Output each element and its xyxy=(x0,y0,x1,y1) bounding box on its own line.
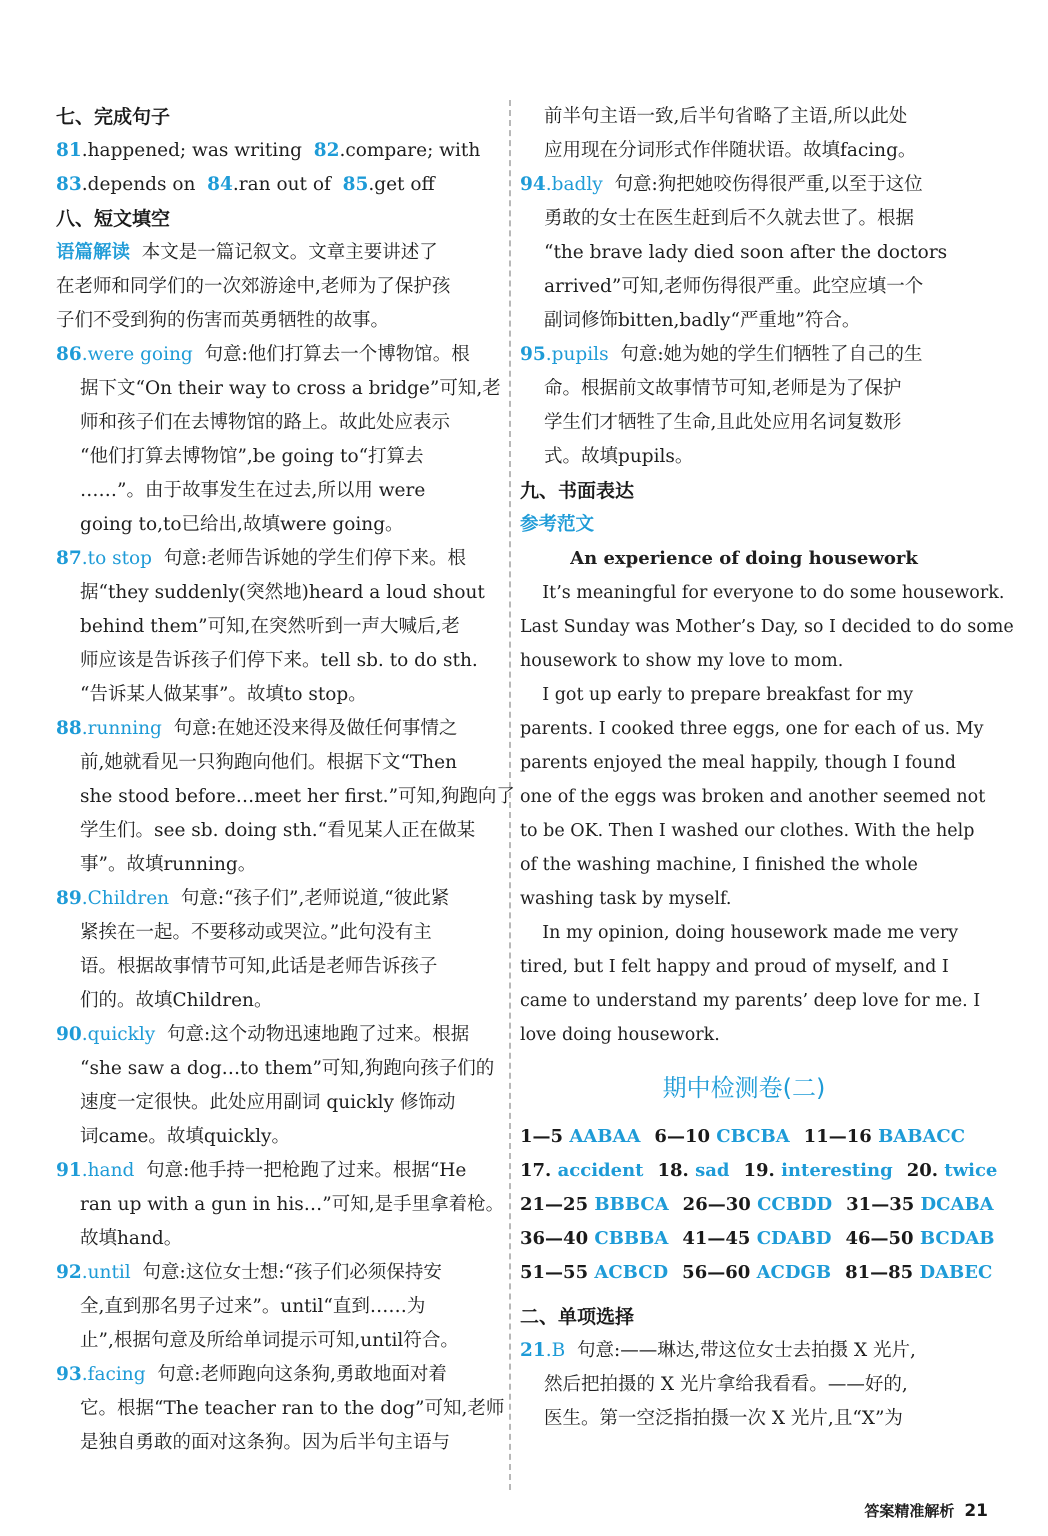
text-span: 句意:这位女士想:“孩子们必须保持安 xyxy=(130,1262,442,1283)
text-span: .depends on xyxy=(81,174,208,195)
text-span: .ran out of xyxy=(232,174,343,195)
answer-value: accident xyxy=(557,1160,644,1181)
text-line xyxy=(520,270,968,304)
answer-value: BCDAB xyxy=(919,1228,995,1249)
answer-range: 11—16 xyxy=(803,1126,872,1147)
text-line xyxy=(56,678,498,712)
essay-line: housework to show my love to mom. xyxy=(520,651,844,671)
text-span: 然后把拍摄的 X 光片拿给我看看。——好的, xyxy=(544,1374,908,1395)
question-number: 83 xyxy=(56,174,82,195)
text-line xyxy=(56,338,498,372)
essay-line: came to understand my parents’ deep love for me. I xyxy=(520,991,981,1011)
answer-key-item xyxy=(657,1160,729,1181)
text-span: going to,to已给出,故填were going。 xyxy=(80,514,404,535)
text-line xyxy=(520,406,968,440)
text-span: 副词修饰bitten,badly“严重地”符合。 xyxy=(544,310,861,331)
text-line xyxy=(520,338,968,372)
text-line xyxy=(56,372,501,406)
answer-key-item xyxy=(654,1126,789,1147)
text-line xyxy=(56,134,498,168)
answer-key-item xyxy=(520,1228,668,1249)
text-line xyxy=(520,1368,968,1402)
essay-line: love doing housework. xyxy=(520,1025,720,1045)
answer-value: DCABA xyxy=(920,1194,994,1215)
answer-key-item xyxy=(682,1262,831,1283)
label-tag: 参考范文 xyxy=(520,514,595,535)
text-span: “the brave lady died soon after the doctors xyxy=(544,242,948,263)
text-line xyxy=(56,1256,498,1290)
answer-text: .to stop xyxy=(81,548,152,569)
right-answers-block xyxy=(520,100,968,542)
answer-text: .Children xyxy=(81,888,170,909)
answer-range: 41—45 xyxy=(682,1228,751,1249)
text-span: .compare; with xyxy=(339,140,481,161)
essay-line: I got up early to prepare breakfast for my xyxy=(520,685,914,705)
text-line xyxy=(56,644,498,678)
text-span: 本文是一篇记叙文。文章主要讲述了 xyxy=(130,242,438,263)
question-number: 84 xyxy=(207,174,233,195)
text-span: 医生。第一空泛指拍摄一次 X 光片,且“X”为 xyxy=(544,1408,903,1429)
text-span: 句意:老师跑向这条狗,勇敢地面对着 xyxy=(145,1364,447,1385)
answer-range: 18. xyxy=(657,1160,689,1181)
text-line xyxy=(56,406,498,440)
answer-value: interesting xyxy=(781,1160,893,1181)
question-number: 89 xyxy=(56,888,82,909)
essay-body xyxy=(520,576,1014,1052)
answer-key-item xyxy=(845,1228,994,1249)
answer-range: 56—60 xyxy=(682,1262,751,1283)
question-number: 87 xyxy=(56,548,82,569)
text-span: 式。故填pupils。 xyxy=(544,446,694,467)
text-span: 学生们。see sb. doing sth.“看见某人正在做某 xyxy=(80,820,476,841)
text-line xyxy=(56,1120,498,1154)
answer-range: 20. xyxy=(906,1160,939,1181)
answer-range: 21—25 xyxy=(520,1194,589,1215)
answer-value: CBCBA xyxy=(716,1126,790,1147)
text-line xyxy=(56,1018,498,1052)
essay-line: It’s meaningful for everyone to do some housework. xyxy=(520,583,1005,603)
left-column xyxy=(56,100,515,1460)
answer-value: BABACC xyxy=(878,1126,966,1147)
answer-key-item xyxy=(743,1160,892,1181)
text-line xyxy=(56,1392,505,1426)
text-span: “告诉某人做某事”。故填to stop。 xyxy=(80,684,367,705)
question-number: 94 xyxy=(520,174,546,195)
answer-range: 51—55 xyxy=(520,1262,589,1283)
text-line xyxy=(520,372,968,406)
question-number: 91 xyxy=(56,1160,82,1181)
text-span: 应用现在分词形式作伴随状语。故填facing。 xyxy=(544,140,917,161)
text-line xyxy=(56,440,498,474)
answer-range: 26—30 xyxy=(682,1194,751,1215)
answer-text: .pupils xyxy=(545,344,609,365)
text-line xyxy=(56,236,498,270)
answer-value: sad xyxy=(695,1160,730,1181)
question-number: 82 xyxy=(313,140,340,161)
answer-value: twice xyxy=(944,1160,998,1181)
answer-value: BBBCA xyxy=(594,1194,669,1215)
answer-value: CDABD xyxy=(756,1228,832,1249)
essay-line: tired, but I felt happy and proud of myself, and I xyxy=(520,957,949,977)
text-line xyxy=(520,134,968,168)
text-span: 事”。故填running。 xyxy=(80,854,257,875)
text-line xyxy=(56,916,498,950)
text-span: 句意:老师告诉她的学生们停下来。根 xyxy=(152,548,466,569)
essay-title: An experience of doing housework xyxy=(570,548,918,569)
text-line xyxy=(56,848,498,882)
answer-range: 36—40 xyxy=(520,1228,589,1249)
answer-text: .quickly xyxy=(81,1024,156,1045)
essay-line: Last Sunday was Mother’s Day, so I decided to do some xyxy=(520,617,1014,637)
text-span: 前半句主语一致,后半句省略了主语,所以此处 xyxy=(544,106,908,127)
text-line xyxy=(520,1402,968,1436)
text-line xyxy=(56,1290,498,1324)
page-number: 21 xyxy=(964,1501,988,1521)
text-span: .get off xyxy=(368,174,435,195)
answer-key-item xyxy=(846,1194,993,1215)
answer-range: 19. xyxy=(743,1160,775,1181)
answer-range: 1—5 xyxy=(520,1126,564,1147)
question-number: 21 xyxy=(520,1340,546,1361)
answer-value: CCBDD xyxy=(757,1194,833,1215)
answer-key-row xyxy=(520,1120,968,1154)
text-line xyxy=(520,440,968,474)
page-footer xyxy=(864,1500,988,1521)
test-title: 期中检测卷(二) xyxy=(662,1074,826,1102)
text-span: 勇敢的女士在医生赶到后不久就去世了。根据 xyxy=(544,208,915,229)
text-span: 据下文“On their way to cross a bridge”可知,老 xyxy=(80,378,501,399)
text-span: 据“they suddenly(突然地)heard a loud shout xyxy=(80,582,485,603)
text-span: “他们打算去博物馆”,be going to“打算去 xyxy=(80,446,424,467)
section-heading: 八、短文填空 xyxy=(56,208,171,230)
text-span: 紧挨在一起。不要移动或哭泣。”此句没有主 xyxy=(80,922,432,943)
right-column xyxy=(520,100,1014,1436)
text-line xyxy=(56,984,498,1018)
answer-value: ACBCD xyxy=(594,1262,669,1283)
text-span: 它。根据“The teacher ran to the dog”可知,老师 xyxy=(80,1398,505,1419)
label-tag: 语篇解读 xyxy=(56,242,131,263)
text-span: she stood before…meet her first.”可知,狗跑向了 xyxy=(80,786,515,807)
text-span: 句意:他手持一把枪跑了过来。根据“He xyxy=(134,1160,467,1181)
text-span: 是独自勇敢的面对这条狗。因为后半句主语与 xyxy=(80,1432,451,1453)
text-line xyxy=(56,168,498,202)
text-span: 速度一定很快。此处应用副词 quickly 修饰动 xyxy=(80,1092,456,1113)
answer-range: 17. xyxy=(520,1160,552,1181)
section-heading: 九、书面表达 xyxy=(520,480,635,502)
text-span: behind them”可知,在突然听到一声大喊后,老 xyxy=(80,616,460,637)
answer-value: CBBBA xyxy=(594,1228,669,1249)
question-number: 86 xyxy=(56,344,82,365)
text-line xyxy=(56,1086,498,1120)
text-span: 词came。故填quickly。 xyxy=(80,1126,290,1147)
section-heading: 七、完成句子 xyxy=(56,106,171,128)
text-span: 语。根据故事情节可知,此话是老师告诉孩子 xyxy=(80,956,438,977)
answer-key-item xyxy=(520,1194,669,1215)
text-line xyxy=(56,950,498,984)
text-line xyxy=(520,168,968,202)
text-span: 句意:——琳达,带这位女士去拍摄 X 光片, xyxy=(565,1340,916,1361)
text-span: ……”。由于故事发生在过去,所以用 were xyxy=(80,480,426,501)
text-span: 在老师和同学们的一次郊游途中,老师为了保护孩 xyxy=(56,276,451,297)
section-heading: 二、单项选择 xyxy=(520,1306,635,1328)
text-line xyxy=(56,1222,498,1256)
essay-line: parents. I cooked three eggs, one for each of us. My xyxy=(520,719,984,739)
text-line xyxy=(56,1154,498,1188)
text-span: 句意:狗把她咬伤得很严重,以至于这位 xyxy=(602,174,923,195)
answer-text: .were going xyxy=(81,344,193,365)
text-line xyxy=(56,474,498,508)
right-tail-block xyxy=(520,1300,968,1436)
text-span: 句意:他们打算去一个博物馆。根 xyxy=(192,344,470,365)
answer-value: AABAA xyxy=(569,1126,641,1147)
text-line xyxy=(520,1334,968,1368)
text-span: 子们不受到狗的伤害而英勇牺牲的故事。 xyxy=(56,310,390,331)
answer-text: .facing xyxy=(81,1364,146,1385)
text-span: 句意:在她还没来得及做任何事情之 xyxy=(161,718,458,739)
text-span: 全,直到那名男子过来”。until“直到……为 xyxy=(80,1296,426,1317)
text-line xyxy=(56,508,498,542)
text-span: 们的。故填Children。 xyxy=(80,990,273,1011)
text-line xyxy=(56,780,515,814)
answer-range: 31—35 xyxy=(846,1194,915,1215)
answer-key-item xyxy=(520,1262,668,1283)
text-line xyxy=(56,882,498,916)
answer-text: .hand xyxy=(81,1160,135,1181)
text-line xyxy=(56,1324,498,1358)
essay-line: to be OK. Then I washed our clothes. With the help xyxy=(520,821,975,841)
essay-line: In my opinion, doing housework made me very xyxy=(520,923,959,943)
text-span: 句意:这个动物迅速地跑了过来。根据 xyxy=(155,1024,470,1045)
text-line xyxy=(56,304,498,338)
text-line xyxy=(56,1358,498,1392)
text-span: 句意:她为她的学生们牺牲了自己的生 xyxy=(608,344,923,365)
answer-key-item xyxy=(804,1126,965,1147)
text-line xyxy=(56,610,498,644)
essay-line: of the washing machine, I finished the whole xyxy=(520,855,918,875)
text-span: arrived”可知,老师伤得很严重。此空应填一个 xyxy=(544,276,924,297)
text-line xyxy=(56,576,498,610)
question-number: 93 xyxy=(56,1364,82,1385)
answer-text: .until xyxy=(81,1262,131,1283)
text-span: 学生们才牺牲了生命,且此处应用名词复数形 xyxy=(544,412,902,433)
text-span: “she saw a dog…to them”可知,狗跑向孩子们的 xyxy=(80,1058,495,1079)
text-span: 句意:“孩子们”,老师说道,“彼此紧 xyxy=(169,888,450,909)
answer-key-item xyxy=(683,1194,832,1215)
text-line xyxy=(56,1052,498,1086)
text-span: 师应该是告诉孩子们停下来。tell sb. to do sth. xyxy=(80,650,478,671)
answer-key xyxy=(520,1120,998,1290)
text-line xyxy=(56,1188,505,1222)
text-line xyxy=(520,236,968,270)
question-number: 88 xyxy=(56,718,82,739)
answer-text: .badly xyxy=(545,174,603,195)
text-span: 师和孩子们在去博物馆的路上。故此处应表示 xyxy=(80,412,451,433)
answer-key-row xyxy=(520,1188,994,1222)
answer-range: 46—50 xyxy=(845,1228,914,1249)
text-span: 止”,根据句意及所给单词提示可知,until符合。 xyxy=(80,1330,459,1351)
text-line xyxy=(56,270,498,304)
text-line xyxy=(56,746,498,780)
essay-line: one of the eggs was broken and another seemed not xyxy=(520,787,986,807)
answer-key-row xyxy=(520,1256,993,1290)
answer-key-item xyxy=(520,1126,640,1147)
answer-key-item xyxy=(845,1262,992,1283)
question-number: 85 xyxy=(342,174,369,195)
text-line xyxy=(520,304,968,338)
answer-value: DABEC xyxy=(919,1262,993,1283)
question-number: 90 xyxy=(56,1024,82,1045)
answer-text: .B xyxy=(545,1340,566,1361)
text-span: ran up with a gun in his…”可知,是手里拿着枪。 xyxy=(80,1194,505,1215)
text-span: 命。根据前文故事情节可知,老师是为了保护 xyxy=(544,378,902,399)
text-span: .happened; was writing xyxy=(81,140,314,161)
text-line xyxy=(56,542,498,576)
text-span: 故填hand。 xyxy=(80,1228,183,1249)
question-number: 81 xyxy=(56,140,82,161)
answer-key-item xyxy=(520,1160,643,1181)
text-line xyxy=(520,202,968,236)
answer-key-row xyxy=(520,1222,995,1256)
text-span: 前,她就看见一只狗跑向他们。根据下文“Then xyxy=(80,752,457,773)
answer-text: .running xyxy=(81,718,162,739)
answer-key-item xyxy=(682,1228,831,1249)
question-number: 92 xyxy=(56,1262,82,1283)
answer-key-row xyxy=(520,1154,998,1188)
question-number: 95 xyxy=(520,344,546,365)
text-line xyxy=(56,1426,498,1460)
answer-range: 81—85 xyxy=(845,1262,914,1283)
answer-key-item xyxy=(907,1160,998,1181)
footer-label: 答案精准解析 xyxy=(864,1502,955,1520)
text-line xyxy=(520,508,968,542)
text-line xyxy=(520,100,968,134)
text-line xyxy=(56,814,498,848)
answer-value: ACDGB xyxy=(756,1262,832,1283)
essay-line: parents enjoyed the meal happily, though I found xyxy=(520,753,956,773)
answer-range: 6—10 xyxy=(654,1126,710,1147)
text-line xyxy=(56,712,498,746)
essay-line: washing task by myself. xyxy=(520,889,732,909)
